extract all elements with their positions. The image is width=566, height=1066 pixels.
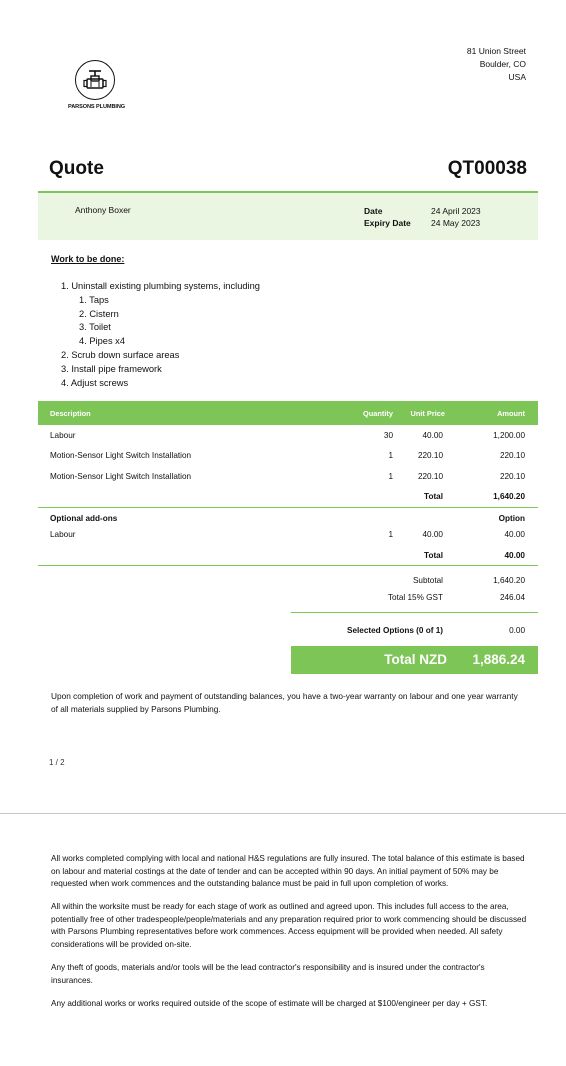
tap-valve-icon xyxy=(75,60,115,100)
option-column-label: Option xyxy=(498,514,525,523)
unit-price-header: Unit Price xyxy=(410,409,445,418)
work-item: 3. Install pipe framework xyxy=(61,363,162,374)
row-quantity: 30 xyxy=(383,431,393,440)
subtotal-label: Subtotal xyxy=(412,576,443,585)
row-quantity: 1 xyxy=(388,530,393,539)
table-header xyxy=(38,401,538,425)
quote-number: QT00038 xyxy=(447,158,527,179)
row-amount: 40.00 xyxy=(504,530,525,539)
selected-options-value: 0.00 xyxy=(509,626,525,635)
title-row xyxy=(49,158,527,180)
page-break xyxy=(0,813,566,814)
work-subitem: 2. Cistern xyxy=(79,308,119,319)
company-address xyxy=(467,45,526,84)
row-quantity: 1 xyxy=(388,451,393,460)
total-value: 1,640.20 xyxy=(493,492,525,501)
warranty-note: Upon completion of work and payment of outstanding balances, you have a two-year warranty on labour and one year warranty of all materials supplied by Parsons Plumbing. xyxy=(51,691,518,714)
work-list xyxy=(61,280,260,390)
document-title: Quote xyxy=(49,158,104,179)
company-name: PARSONS PLUMBING xyxy=(68,104,126,110)
row-amount: 220.10 xyxy=(499,451,525,460)
table-divider xyxy=(38,507,538,508)
row-description: Labour xyxy=(50,431,76,440)
row-amount: 220.10 xyxy=(499,472,525,481)
gst-label: Total 15% GST xyxy=(387,593,443,602)
optional-heading: Optional add-ons xyxy=(50,514,118,523)
quote-page-2 xyxy=(0,815,566,1066)
work-item: 4. Adjust screws xyxy=(61,377,129,388)
gst-value: 246.04 xyxy=(499,593,525,602)
terms-paragraph: All within the worksite must be ready for each stage of work as outlined and agreed upon. This includes full access to the area, potentially free of other tradespeople/people/materials and any preparation required prior to work commencing should be discussed with Parsons Plumbing representatives before work commences. Access equipment will be provided when needed. All safety considerations will be provided on-site. xyxy=(51,902,527,950)
client-info-box xyxy=(38,193,538,240)
dates-block xyxy=(364,205,481,229)
address-line: USA xyxy=(508,72,526,82)
row-description: Labour xyxy=(50,530,76,539)
subtotal-value: 1,640.20 xyxy=(493,576,525,585)
total-label: Total xyxy=(424,492,443,501)
work-subitem: 1. Taps xyxy=(79,294,109,305)
row-quantity: 1 xyxy=(388,472,393,481)
grand-total-label: Total NZD xyxy=(384,652,447,667)
row-unit-price: 220.10 xyxy=(417,472,443,481)
work-item: 2. Scrub down surface areas xyxy=(61,349,180,360)
description-header: Description xyxy=(50,409,91,418)
terms-paragraph: Any additional works or works required outside of the scope of estimate will be charged at $100/engineer per day + GST. xyxy=(51,998,488,1008)
optional-total-value: 40.00 xyxy=(504,551,525,560)
optional-total-label: Total xyxy=(424,551,443,560)
grand-total-bar xyxy=(291,646,538,674)
selected-options-label: Selected Options (0 of 1) xyxy=(347,626,443,635)
quantity-header: Quantity xyxy=(363,409,393,418)
page-number: 1 / 2 xyxy=(49,758,65,767)
company-logo xyxy=(68,58,126,110)
terms-paragraph: Any theft of goods, materials and/or tools will be the lead contractor's responsibility and is insured under the contractor's insurances. xyxy=(51,963,485,985)
date-value: 24 April 2023 xyxy=(431,206,481,216)
expiry-date-label: Expiry Date xyxy=(364,218,411,228)
address-line: Boulder, CO xyxy=(479,59,526,69)
date-label: Date xyxy=(364,206,383,216)
work-subitem: 3. Toilet xyxy=(79,322,111,333)
work-heading: Work to be done: xyxy=(51,254,125,264)
optional-divider xyxy=(38,565,538,566)
row-unit-price: 220.10 xyxy=(417,451,443,460)
address-line: 81 Union Street xyxy=(466,46,526,56)
terms-paragraph: All works completed complying with local and national H&S regulations are fully insured. The total balance of this estimate is based on labour and material costings at the date of tender and can be accepted within 90 days. An initial payment of 50% may be requested when work commences and the outstanding balance must be paid in full upon completion of works. xyxy=(51,854,525,889)
amount-header: Amount xyxy=(497,409,525,418)
client-name: Anthony Boxer xyxy=(75,205,131,215)
row-amount: 1,200.00 xyxy=(493,431,525,440)
row-description: Motion-Sensor Light Switch Installation xyxy=(50,451,192,460)
summary-divider xyxy=(291,612,538,613)
work-item: 1. Uninstall existing plumbing systems, including xyxy=(61,281,260,291)
grand-total-value: 1,886.24 xyxy=(472,652,525,667)
row-description: Motion-Sensor Light Switch Installation xyxy=(50,472,192,481)
terms-and-conditions xyxy=(51,853,527,1021)
row-unit-price: 40.00 xyxy=(422,530,443,539)
expiry-date-value: 24 May 2023 xyxy=(431,218,481,228)
row-unit-price: 40.00 xyxy=(422,431,443,440)
work-subitem: 4. Pipes x4 xyxy=(79,336,125,347)
